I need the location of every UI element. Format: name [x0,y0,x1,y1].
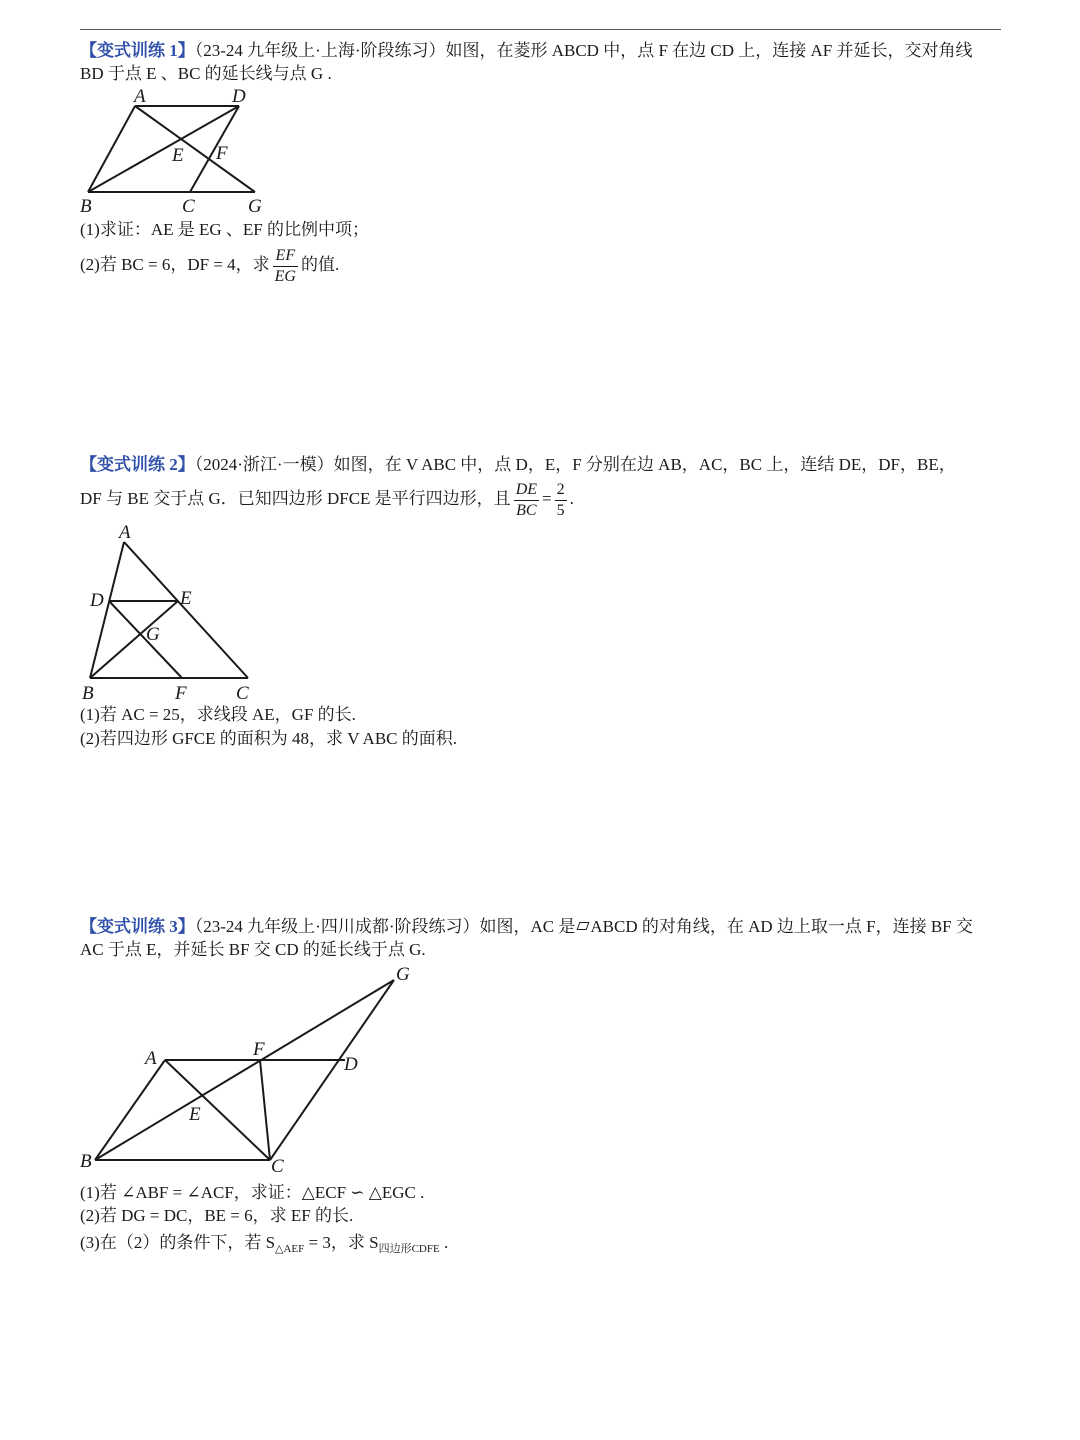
label-E: E [189,1104,201,1125]
label-D: D [90,590,104,611]
problem2-question1: (1)若 AC = 25，求线段 AE，GF 的长. [80,705,356,724]
problem3-question3: (3)在（2）的条件下，若 $S_{\triangle AEF} = 3$，求 $S_{四边形CDFE}$ . [80,1233,449,1255]
label-G: G [248,196,262,217]
fraction-EF-EG: $\frac{EF}{EG}$ [274,246,296,285]
problem2-text1: （2024·浙江·一模）如图，在 V ABC 中，点 D，E，F 分别在边 AB，AC，BC 上，连结 DE，DF，BE， [194,455,956,474]
problem2-figure [70,520,280,704]
segment-AB [95,1060,165,1160]
top-rule [80,29,1001,30]
problem2-tag: 【变式训练 2】 [80,455,195,474]
diagonal-AC [165,1060,270,1160]
label-B: B [82,683,94,704]
problem3-question2: (2)若 DG = DC，BE = 6，求 EF 的长. [80,1206,354,1225]
label-D: D [344,1054,358,1075]
problem1-question1: (1)求证：AE 是 EG 、EF 的比例中项； [80,220,369,239]
label-B: B [80,196,92,217]
segment-FC [260,1060,270,1160]
label-E: E [180,588,192,609]
segment-AG [135,106,255,192]
label-C: C [271,1156,284,1177]
problem1-tag: 【变式训练 1】 [80,41,195,60]
segment-CG [270,980,394,1160]
label-A: A [134,86,146,107]
problem1-figure [70,84,290,220]
problem1-line1 [80,40,973,62]
label-G: G [146,624,160,645]
problem3-question1: (1)若 ∠ABF = ∠ACF，求证：△ECF ∽ △EGC . [80,1183,425,1202]
label-F: F [175,683,187,704]
problem1-text1: （23-24 九年级上·上海·阶段练习）如图，在菱形 ABCD 中，点 F 在边 CD 上，连接 AF 并延长，交对角线 [194,41,973,60]
label-C: C [182,196,195,217]
fraction-DE-BC: $\frac{DE}{BC}$ [515,480,538,519]
parallelogram-symbol [577,922,590,930]
label-A: A [145,1048,157,1069]
problem1-line2: BD 于点 E 、BC 的延长线与点 G . [80,64,332,83]
label-D: D [232,86,246,107]
problem3-figure [70,958,430,1180]
fraction-2-5: $\frac{2}{5}$ [556,480,565,519]
segment-BE [90,601,178,678]
label-G: G [396,964,410,985]
problem2-question2: (2)若四边形 GFCE 的面积为 48，求 V ABC 的面积. [80,729,458,748]
problem1-question2: (2)若 BC = 6，DF = 4，求 $\frac{EF}{EG}$ 的值. [80,246,340,285]
problem3-line1: 【变式训练 3】（23-24 九年级上·四川成都·阶段练习）如图，AC 是 ABCD 的对角线，在 AD 边上取一点 F，连接 BF 交 [80,917,973,936]
segment-AC [124,542,248,678]
label-A: A [119,522,131,543]
problem2-line1 [80,454,956,476]
problem2-line2: DF 与 BE 交于点 G．已知四边形 DFCE 是平行四边形，且 $\frac{DE}{BC}$ = $\frac{2}{5}$ . [80,480,574,519]
label-B: B [80,1151,92,1172]
label-F: F [253,1039,265,1060]
problem3-tag: 【变式训练 3】 [80,917,195,936]
label-E: E [172,145,184,166]
label-F: F [216,143,228,164]
label-C: C [236,683,249,704]
problem3-line2: AC 于点 E，并延长 BF 交 CD 的延长线于点 G. [80,940,426,959]
